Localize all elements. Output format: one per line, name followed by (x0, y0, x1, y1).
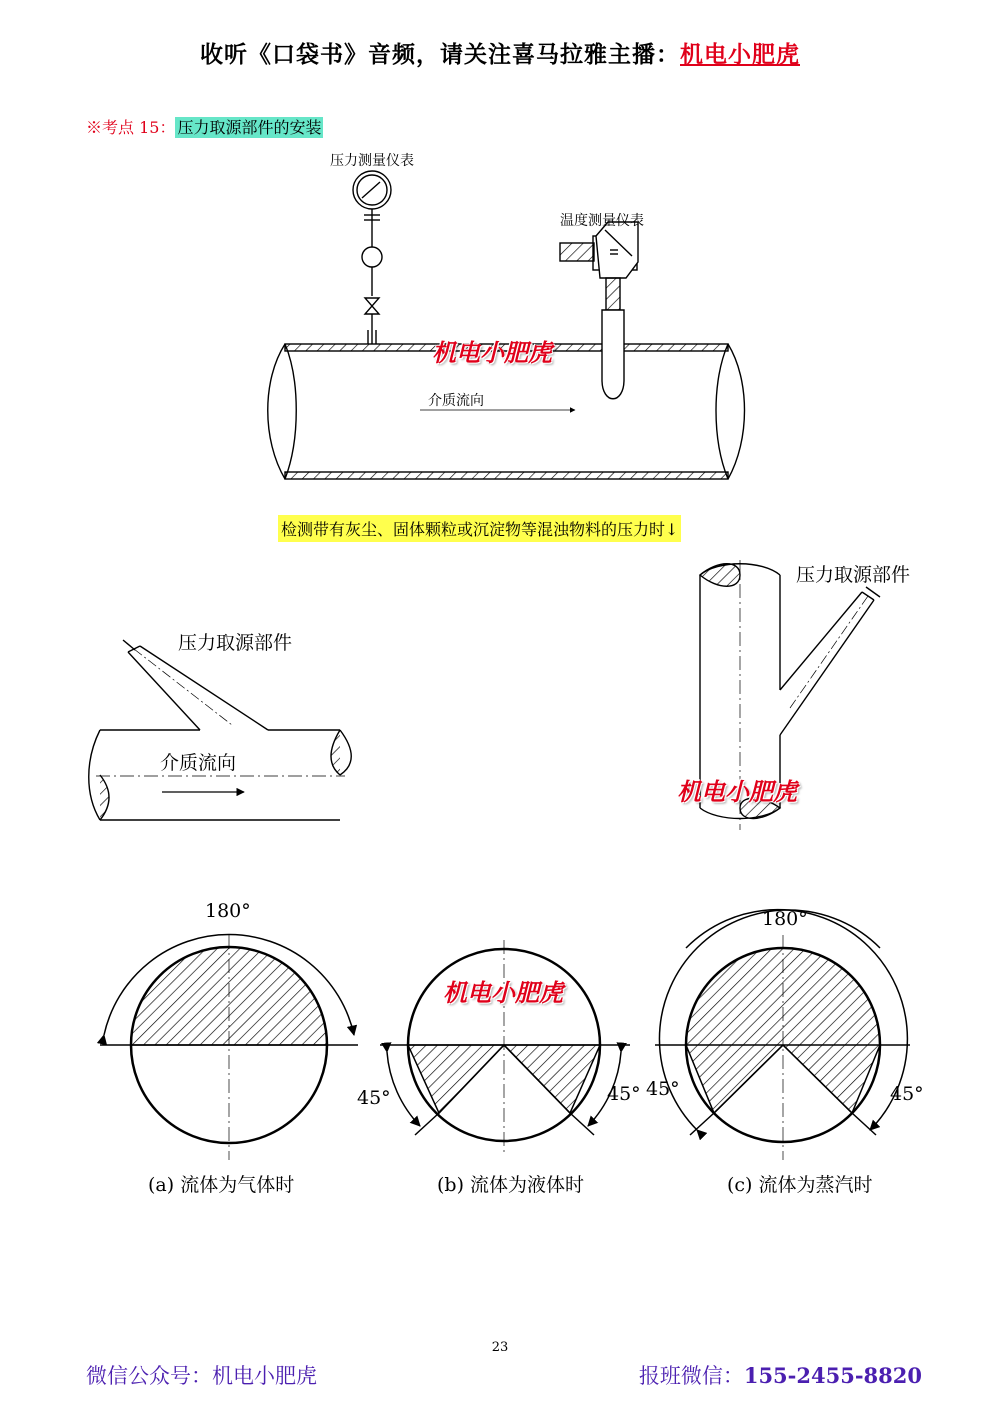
angle-label-a: 180° (205, 900, 251, 922)
caption-c: (c) 流体为蒸汽时 (727, 1174, 873, 1196)
footer-phone-number: 155-2455-8820 (743, 1363, 922, 1388)
right-part-label: 压力取源部件 (796, 564, 911, 586)
angle-label-b-left: 45° (357, 1087, 391, 1109)
page-number: 23 (491, 1340, 509, 1355)
left-part-label: 压力取源部件 (178, 632, 293, 654)
temperature-gauge-assembly (560, 222, 638, 399)
pressure-gauge-assembly (353, 171, 391, 344)
footer-contact-label: 报班微信： (638, 1364, 744, 1388)
pressure-gauge-label: 压力测量仪表 (330, 153, 414, 169)
flow-direction-label: 介质流向 (428, 393, 484, 409)
note-highlight: 检测带有灰尘、固体颗粒或沉淀物等混浊物料的压力时↓ (278, 515, 681, 542)
keypoint-title: 压力取源部件的安装 (177, 118, 322, 137)
footer-wechat-account: 微信公众号：机电小肥虎 (86, 1364, 317, 1388)
angle-label-c-left: 45° (646, 1078, 680, 1100)
header-brand: 机电小肥虎 (680, 41, 800, 68)
caption-a: (a) 流体为气体时 (148, 1174, 295, 1196)
watermark: 机电小肥虎 (443, 978, 563, 1007)
left-flow-label: 介质流向 (160, 752, 237, 774)
watermark: 机电小肥虎 (677, 777, 797, 806)
figure3a-circle (100, 935, 358, 1160)
figure3c-circle (655, 910, 910, 1160)
angle-label-b-right: 45° (607, 1083, 641, 1105)
angle-label-c-top: 180° (762, 908, 808, 930)
header-text: 收听《口袋书》音频，请关注喜马拉雅主播： (200, 41, 680, 68)
temperature-gauge-label: 温度测量仪表 (560, 213, 644, 229)
keypoint-prefix: ※考点 15： (86, 118, 176, 137)
caption-b: (b) 流体为液体时 (437, 1174, 585, 1196)
watermark: 机电小肥虎 (432, 338, 552, 367)
figure2-left-pipe (89, 640, 352, 820)
footer-contact (639, 1360, 922, 1390)
angle-label-c-right: 45° (890, 1083, 924, 1105)
